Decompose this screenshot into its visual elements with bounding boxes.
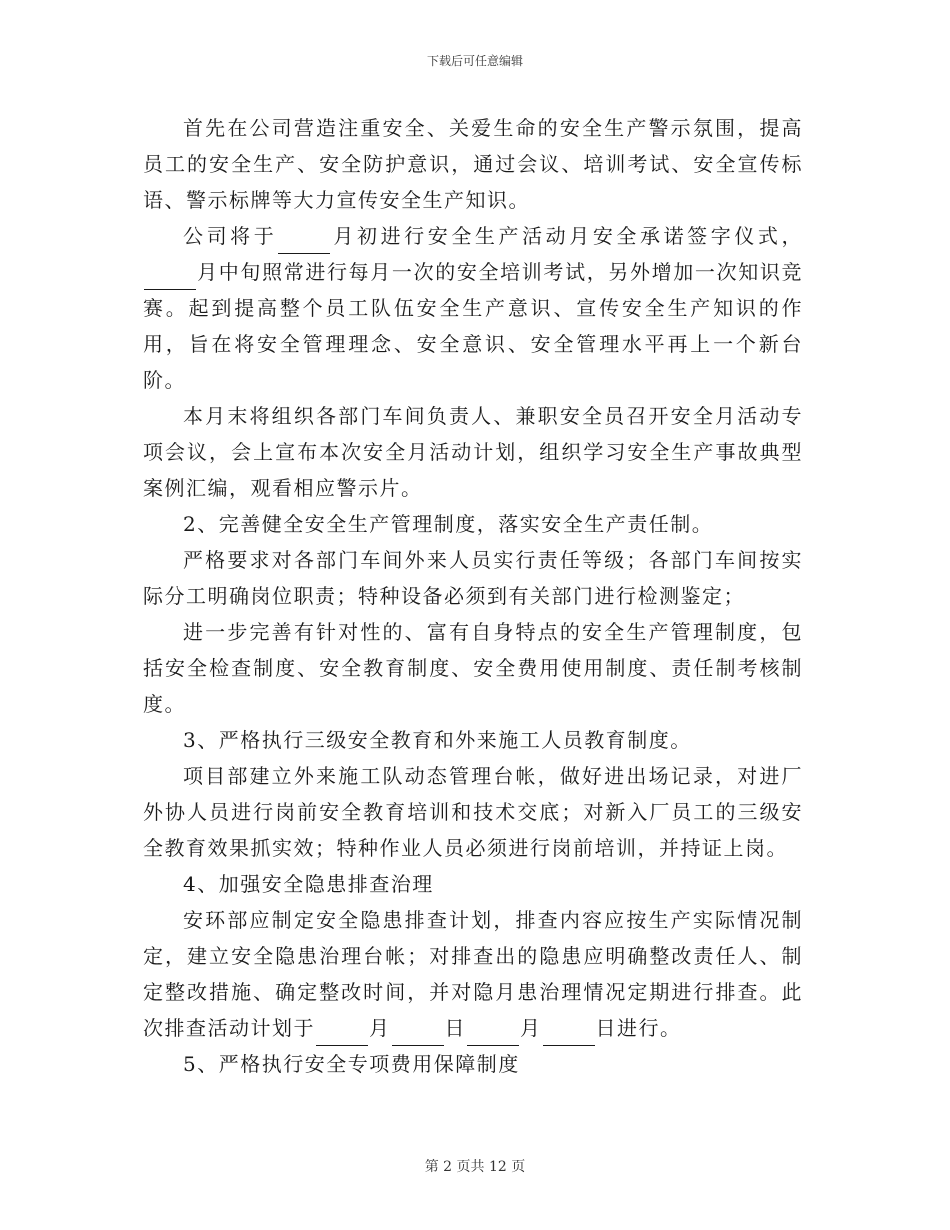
section-heading-2: 2、完善健全安全生产管理制度，落实安全生产责任制。 (183, 512, 714, 536)
fill-in-blank (144, 267, 196, 290)
text-segment: 月 (369, 1016, 391, 1040)
paragraph-safety-pledge (143, 218, 803, 398)
paragraph-safety-atmosphere: 首先在公司营造注重安全、关爱生命的安全生产警示氛围，提高员工的安全生产、安全防护意识，通过会议、培训考试、安全宣传标语、警示标牌等大力宣传安全生产知识。 (143, 116, 803, 212)
section-heading-3: 3、严格执行三级安全教育和外来施工人员教育制度。 (183, 728, 692, 752)
document-body (143, 110, 803, 1082)
fill-in-blank (392, 1023, 444, 1046)
text-segment: 公司将于 (183, 224, 278, 248)
text-segment: 月初进行安全生产活动月安全承诺签字仪式， (331, 224, 804, 248)
page-footer: 第 2 页共 12 页 (424, 1159, 526, 1175)
paragraph-personnel-responsibility: 严格要求对各部门车间外来人员实行责任等级；各部门车间按实际分工明确岗位职责；特种设备必须到有关部门进行检测鉴定； (143, 548, 803, 608)
section-heading-4: 4、加强安全隐患排查治理 (183, 872, 434, 896)
paragraph-hazard-inspection (143, 902, 803, 1046)
page-header: 下载后可任意编辑 (426, 54, 523, 68)
fill-in-blank (467, 1023, 519, 1046)
paragraph-contractor-education: 项目部建立外来施工队动态管理台帐，做好进出场记录，对进厂外协人员进行岗前安全教育培训和技术交底；对新入厂员工的三级安全教育效果抓实效；特种作业人员必须进行岗前培训，并持证上岗。 (143, 764, 803, 860)
fill-in-blank (543, 1023, 595, 1046)
text-segment: 月中旬照常进行每月一次的安全培训考试，另外增加一次知识竞赛。起到提高整个员工队伍安全生产意识、宣传安全生产知识的作用，旨在将安全管理理念、安全意识、安全管理水平再上一个新台阶。 (143, 260, 803, 392)
paragraph-management-system: 进一步完善有针对性的、富有自身特点的安全生产管理制度，包括安全检查制度、安全教育制度、安全费用使用制度、责任制考核制度。 (143, 620, 803, 716)
fill-in-blank (278, 231, 330, 254)
text-segment: 月 (520, 1016, 542, 1040)
paragraph-monthly-meeting: 本月末将组织各部门车间负责人、兼职安全员召开安全月活动专项会议，会上宣布本次安全月活动计划，组织学习安全生产事故典型案例汇编，观看相应警示片。 (143, 404, 803, 500)
text-segment: 日 (444, 1016, 466, 1040)
fill-in-blank (316, 1023, 368, 1046)
text-segment: 日进行。 (595, 1016, 682, 1040)
section-heading-5: 5、严格执行安全专项费用保障制度 (183, 1052, 520, 1076)
text-segment: 安环部应制定安全隐患排查计划，排查内容应按生产实际情况制定，建立安全隐患治理台帐；对排查出的隐患应明确整改责任人、制定整改措施、确定整改时间，并对隐月患治理情况定期进行排查。此次排查活动计划于 (143, 908, 803, 1040)
